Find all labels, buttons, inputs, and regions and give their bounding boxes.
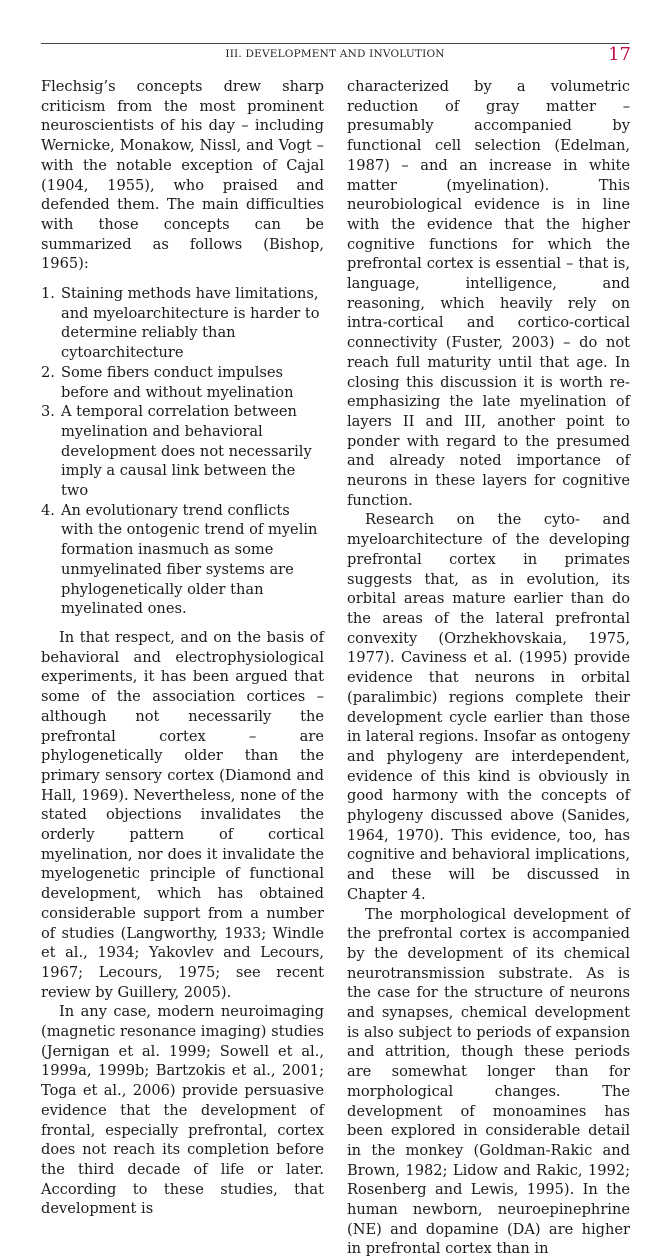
list-item: 4. An evolutionary trend conflicts with the ontogenic trend of myelin formation inasmuch as some unmyelinated fiber systems are phylogenetically older than myelinated ones. [41,501,318,618]
paragraph: characterized by a volumetric reduction of gray matter – presumably accompanied by functional cell selection (Edelman, 1987) – and an increase in white matter (myelination). This neurobiological evidence is in line with the evidence that the higher cognitive functions for which the prefrontal cortex is essential – that is, language, intelligence, and reasoning, which heavily rely on intra-cortical and cortico-cortical connectivity (Fuster, 2003) – do not reach full maturity until that age. In closing this discussion it is worth re-emphasizing the late myelination of layers II and III, another point to ponder with regard to the presumed and already noted importance of neurons in these layers for cognitive function. [347,78,630,509]
list-item: 1. Staining methods have limitations, and myeloarchitecture is harder to determine reliably than cytoarchitecture [41,285,320,362]
paragraph: The morphological development of the prefrontal cortex is accompanied by the development of its chemical neurotransmission substrate. As is the case for the structure of neurons and synapses, chemical development is also subject to periods of expansion and attrition, though these periods are somewhat longer than for morphological changes. The development of monoamines has been explored in considerable detail in the monkey (Goldman-Rakic and Brown, 1982; Lidow and Rakic, 1992; Rosenberg and Lewis, 1995). In the human newborn, neuroepinephrine (NE) and dopamine (DA) are higher in prefrontal cortex than in [347,905,630,1258]
right-column [347,77,630,1259]
left-column [41,77,324,1219]
paragraph: Flechsig’s concepts drew sharp criticism from the most prominent neuroscientists of his day – including Wernicke, Monakow, Nissl, and Vogt – with the notable exception of Cajal (1904, 1955), who praised and defended them. The main difficulties with those concepts can be summarized as follows (Bishop, 1965): [41,78,324,273]
paragraph: In that respect, and on the basis of behavioral and electrophysiological experiments, it has been argued that some of the association cortices – although not necessarily the prefrontal cortex – are phylogenetically older than the primary sensory cortex (Diamond and Hall, 1969). Nevertheless, none of the stated objections invalidates the orderly pattern of cortical myelination, nor does it invalidate the myelogenetic principle of functional development, which has obtained considerable support from a number of studies (Langworthy, 1933; Windle et al., 1934; Yakovlev and Lecours, 1967; Lecours, 1975; see recent review by Guillery, 2005). [41,628,324,1001]
paragraph: In any case, modern neuroimaging (magnetic resonance imaging) studies (Jernigan et al. 1999; Sowell et al., 1999a, 1999b; Bartzokis et al., 2001; Toga et al., 2006) provide persuasive evidence that the development of frontal, especially prefrontal, cortex does not reach its completion before the third decade of life or later. According to these studies, that development is [41,1003,324,1218]
list-item: 3. A temporal correlation between myelination and behavioral development does not necessarily imply a causal link between the two [41,403,312,500]
header-rule [41,43,629,44]
objections-list [41,284,324,619]
page-number: 17 [608,44,631,65]
list-item: 2. Some fibers conduct impulses before and without myelination [41,363,294,401]
paragraph: Research on the cyto- and myeloarchitecture of the developing prefrontal cortex in primates suggests that, as in evolution, its orbital areas mature earlier than do the areas of the lateral prefrontal convexity (Orzhekhovskaia, 1975, 1977). Caviness et al. (1995) provide evidence that neurons in orbital (paralimbic) regions complete their development cycle earlier than those in lateral regions. Insofar as ontogeny and phylogeny are interdependent, evidence of this kind is obviously in good harmony with the concepts of phylogeny discussed above (Sanides, 1964, 1970). This evidence, too, has cognitive and behavioral implications, and these will be discussed in Chapter 4. [347,511,630,903]
running-head: III. DEVELOPMENT AND INVOLUTION [225,48,445,60]
